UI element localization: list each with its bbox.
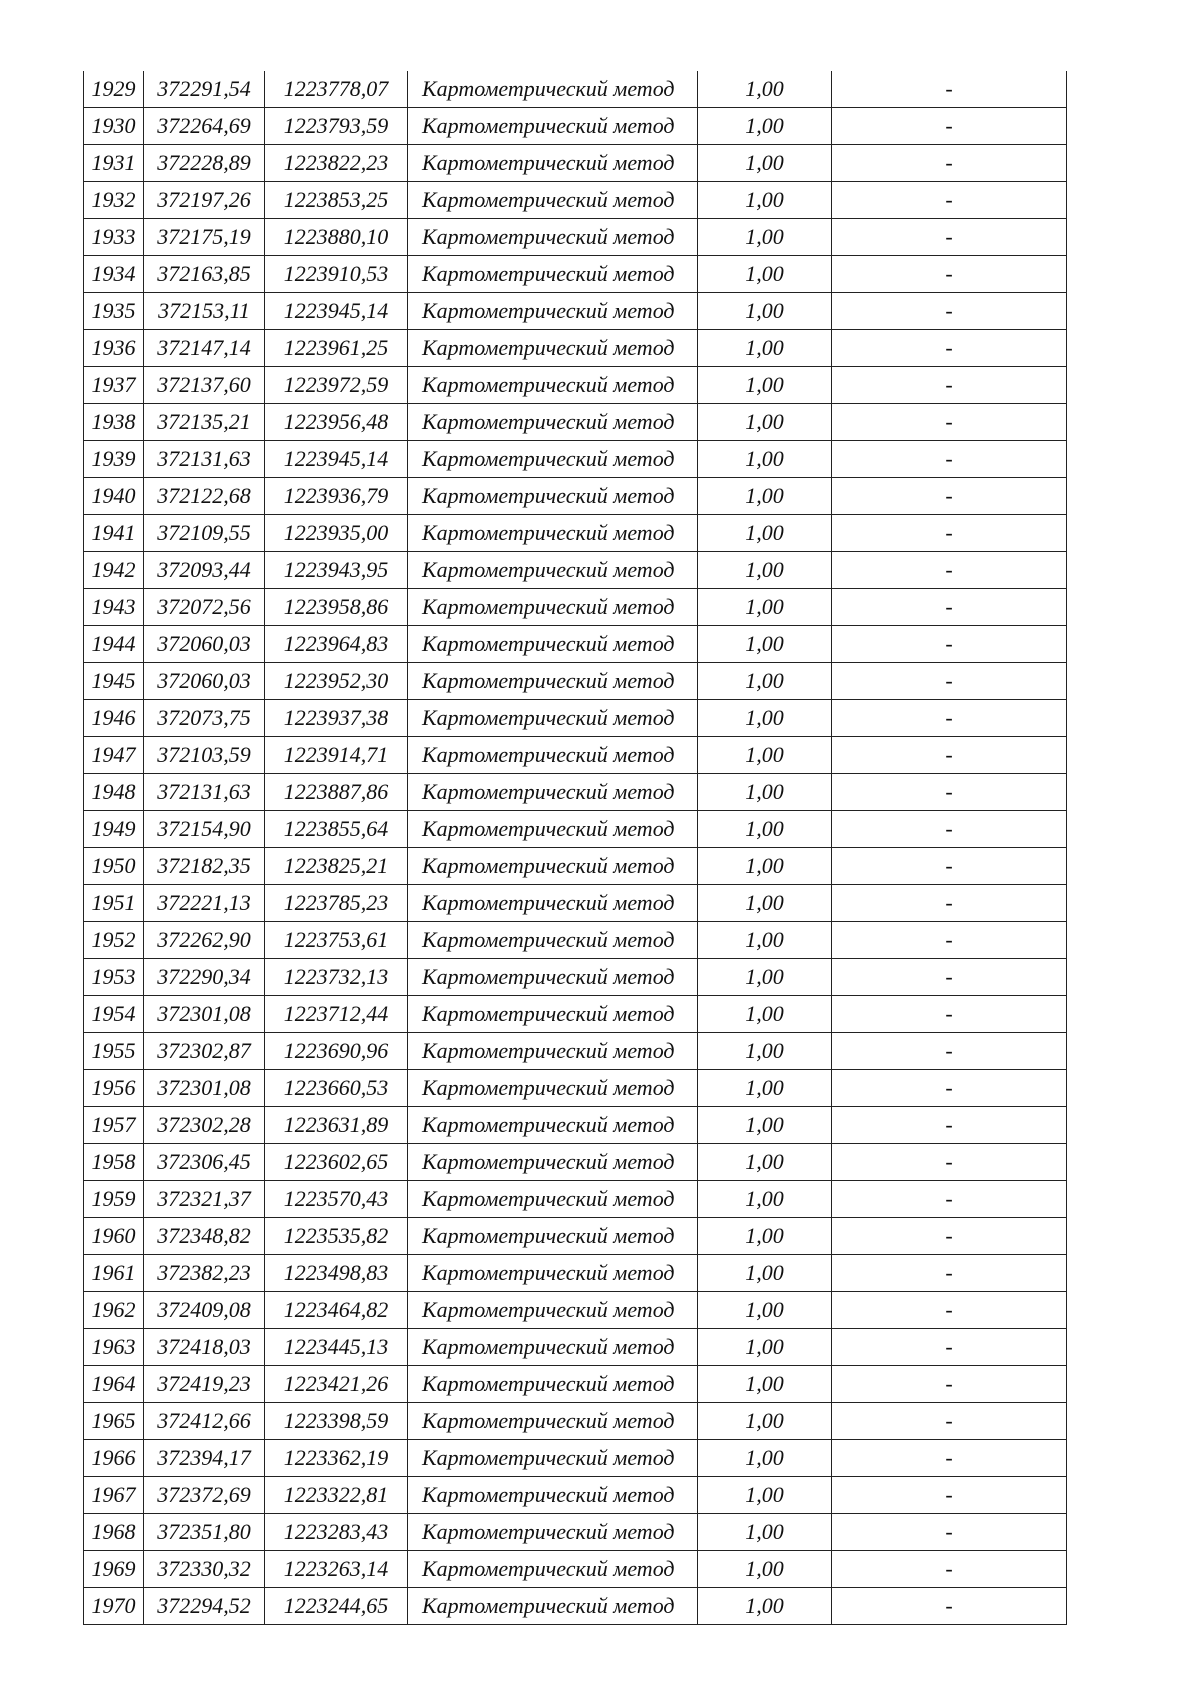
- x-coordinate-cell: 372301,08: [144, 1070, 265, 1107]
- y-coordinate-cell: 1223498,83: [265, 1255, 408, 1292]
- accuracy-cell: 1,00: [698, 1144, 832, 1181]
- y-coordinate-cell: 1223945,14: [265, 441, 408, 478]
- table-row: [84, 293, 1067, 330]
- point-number-cell: 1961: [84, 1255, 144, 1292]
- accuracy-cell: 1,00: [698, 774, 832, 811]
- description-cell: -: [832, 700, 1067, 737]
- point-number-cell: 1939: [84, 441, 144, 478]
- table-row: [84, 922, 1067, 959]
- method-cell: Картометрический метод: [408, 182, 698, 219]
- point-number-cell: 1941: [84, 515, 144, 552]
- y-coordinate-cell: 1223956,48: [265, 404, 408, 441]
- point-number-cell: 1934: [84, 256, 144, 293]
- x-coordinate-cell: 372301,08: [144, 996, 265, 1033]
- x-coordinate-cell: 372306,45: [144, 1144, 265, 1181]
- y-coordinate-cell: 1223958,86: [265, 589, 408, 626]
- accuracy-cell: 1,00: [698, 700, 832, 737]
- point-number-cell: 1956: [84, 1070, 144, 1107]
- method-cell: Картометрический метод: [408, 737, 698, 774]
- description-cell: -: [832, 256, 1067, 293]
- method-cell: Картометрический метод: [408, 1181, 698, 1218]
- x-coordinate-cell: 372060,03: [144, 626, 265, 663]
- x-coordinate-cell: 372147,14: [144, 330, 265, 367]
- description-cell: -: [832, 1329, 1067, 1366]
- description-cell: -: [832, 1440, 1067, 1477]
- point-number-cell: 1935: [84, 293, 144, 330]
- accuracy-cell: 1,00: [698, 848, 832, 885]
- y-coordinate-cell: 1223936,79: [265, 478, 408, 515]
- method-cell: Картометрический метод: [408, 1514, 698, 1551]
- point-number-cell: 1965: [84, 1403, 144, 1440]
- y-coordinate-cell: 1223732,13: [265, 959, 408, 996]
- description-cell: -: [832, 1588, 1067, 1625]
- description-cell: -: [832, 1144, 1067, 1181]
- method-cell: Картометрический метод: [408, 478, 698, 515]
- y-coordinate-cell: 1223631,89: [265, 1107, 408, 1144]
- accuracy-cell: 1,00: [698, 959, 832, 996]
- y-coordinate-cell: 1223322,81: [265, 1477, 408, 1514]
- coordinates-table: [83, 71, 1067, 1625]
- x-coordinate-cell: 372073,75: [144, 700, 265, 737]
- description-cell: -: [832, 1070, 1067, 1107]
- method-cell: Картометрический метод: [408, 1070, 698, 1107]
- table-row: [84, 404, 1067, 441]
- accuracy-cell: 1,00: [698, 885, 832, 922]
- y-coordinate-cell: 1223464,82: [265, 1292, 408, 1329]
- x-coordinate-cell: 372154,90: [144, 811, 265, 848]
- y-coordinate-cell: 1223778,07: [265, 71, 408, 108]
- description-cell: -: [832, 1181, 1067, 1218]
- x-coordinate-cell: 372060,03: [144, 663, 265, 700]
- description-cell: -: [832, 293, 1067, 330]
- description-cell: -: [832, 182, 1067, 219]
- description-cell: -: [832, 404, 1067, 441]
- accuracy-cell: 1,00: [698, 626, 832, 663]
- table-row: [84, 663, 1067, 700]
- x-coordinate-cell: 372153,11: [144, 293, 265, 330]
- table-row: [84, 219, 1067, 256]
- point-number-cell: 1942: [84, 552, 144, 589]
- description-cell: -: [832, 885, 1067, 922]
- description-cell: -: [832, 1366, 1067, 1403]
- y-coordinate-cell: 1223785,23: [265, 885, 408, 922]
- y-coordinate-cell: 1223753,61: [265, 922, 408, 959]
- table-row: [84, 626, 1067, 663]
- table-row: [84, 1329, 1067, 1366]
- x-coordinate-cell: 372182,35: [144, 848, 265, 885]
- x-coordinate-cell: 372351,80: [144, 1514, 265, 1551]
- table-row: [84, 441, 1067, 478]
- y-coordinate-cell: 1223283,43: [265, 1514, 408, 1551]
- table-row: [84, 737, 1067, 774]
- accuracy-cell: 1,00: [698, 478, 832, 515]
- point-number-cell: 1948: [84, 774, 144, 811]
- x-coordinate-cell: 372294,52: [144, 1588, 265, 1625]
- description-cell: -: [832, 1403, 1067, 1440]
- point-number-cell: 1940: [84, 478, 144, 515]
- accuracy-cell: 1,00: [698, 811, 832, 848]
- accuracy-cell: 1,00: [698, 71, 832, 108]
- method-cell: Картометрический метод: [408, 996, 698, 1033]
- y-coordinate-cell: 1223362,19: [265, 1440, 408, 1477]
- point-number-cell: 1943: [84, 589, 144, 626]
- method-cell: Картометрический метод: [408, 626, 698, 663]
- coordinates-table-body: [84, 71, 1067, 1625]
- x-coordinate-cell: 372302,28: [144, 1107, 265, 1144]
- accuracy-cell: 1,00: [698, 367, 832, 404]
- x-coordinate-cell: 372290,34: [144, 959, 265, 996]
- point-number-cell: 1933: [84, 219, 144, 256]
- method-cell: Картометрический метод: [408, 848, 698, 885]
- point-number-cell: 1957: [84, 1107, 144, 1144]
- table-row: [84, 1292, 1067, 1329]
- description-cell: -: [832, 626, 1067, 663]
- x-coordinate-cell: 372103,59: [144, 737, 265, 774]
- table-row: [84, 108, 1067, 145]
- accuracy-cell: 1,00: [698, 1070, 832, 1107]
- table-row: [84, 71, 1067, 108]
- x-coordinate-cell: 372330,32: [144, 1551, 265, 1588]
- method-cell: Картометрический метод: [408, 885, 698, 922]
- table-row: [84, 1551, 1067, 1588]
- description-cell: -: [832, 1551, 1067, 1588]
- table-row: [84, 774, 1067, 811]
- method-cell: Картометрический метод: [408, 1440, 698, 1477]
- table-row: [84, 1033, 1067, 1070]
- y-coordinate-cell: 1223660,53: [265, 1070, 408, 1107]
- y-coordinate-cell: 1223602,65: [265, 1144, 408, 1181]
- accuracy-cell: 1,00: [698, 552, 832, 589]
- description-cell: -: [832, 996, 1067, 1033]
- description-cell: -: [832, 1514, 1067, 1551]
- method-cell: Картометрический метод: [408, 441, 698, 478]
- x-coordinate-cell: 372419,23: [144, 1366, 265, 1403]
- y-coordinate-cell: 1223937,38: [265, 700, 408, 737]
- accuracy-cell: 1,00: [698, 1107, 832, 1144]
- accuracy-cell: 1,00: [698, 293, 832, 330]
- x-coordinate-cell: 372093,44: [144, 552, 265, 589]
- table-row: [84, 367, 1067, 404]
- point-number-cell: 1950: [84, 848, 144, 885]
- table-row: [84, 1181, 1067, 1218]
- method-cell: Картометрический метод: [408, 811, 698, 848]
- accuracy-cell: 1,00: [698, 441, 832, 478]
- accuracy-cell: 1,00: [698, 1588, 832, 1625]
- method-cell: Картометрический метод: [408, 1588, 698, 1625]
- table-row: [84, 1588, 1067, 1625]
- x-coordinate-cell: 372122,68: [144, 478, 265, 515]
- y-coordinate-cell: 1223943,95: [265, 552, 408, 589]
- point-number-cell: 1938: [84, 404, 144, 441]
- description-cell: -: [832, 922, 1067, 959]
- method-cell: Картометрический метод: [408, 219, 698, 256]
- point-number-cell: 1959: [84, 1181, 144, 1218]
- x-coordinate-cell: 372394,17: [144, 1440, 265, 1477]
- y-coordinate-cell: 1223952,30: [265, 663, 408, 700]
- method-cell: Картометрический метод: [408, 700, 698, 737]
- point-number-cell: 1946: [84, 700, 144, 737]
- accuracy-cell: 1,00: [698, 256, 832, 293]
- x-coordinate-cell: 372372,69: [144, 1477, 265, 1514]
- table-row: [84, 1514, 1067, 1551]
- table-row: [84, 811, 1067, 848]
- point-number-cell: 1949: [84, 811, 144, 848]
- x-coordinate-cell: 372321,37: [144, 1181, 265, 1218]
- x-coordinate-cell: 372221,13: [144, 885, 265, 922]
- y-coordinate-cell: 1223398,59: [265, 1403, 408, 1440]
- accuracy-cell: 1,00: [698, 515, 832, 552]
- x-coordinate-cell: 372131,63: [144, 774, 265, 811]
- x-coordinate-cell: 372262,90: [144, 922, 265, 959]
- method-cell: Картометрический метод: [408, 1033, 698, 1070]
- y-coordinate-cell: 1223887,86: [265, 774, 408, 811]
- y-coordinate-cell: 1223945,14: [265, 293, 408, 330]
- table-row: [84, 552, 1067, 589]
- x-coordinate-cell: 372418,03: [144, 1329, 265, 1366]
- x-coordinate-cell: 372228,89: [144, 145, 265, 182]
- x-coordinate-cell: 372137,60: [144, 367, 265, 404]
- y-coordinate-cell: 1223421,26: [265, 1366, 408, 1403]
- table-row: [84, 1440, 1067, 1477]
- table-row: [84, 848, 1067, 885]
- point-number-cell: 1930: [84, 108, 144, 145]
- accuracy-cell: 1,00: [698, 1366, 832, 1403]
- table-row: [84, 145, 1067, 182]
- accuracy-cell: 1,00: [698, 1218, 832, 1255]
- table-row: [84, 996, 1067, 1033]
- description-cell: -: [832, 145, 1067, 182]
- method-cell: Картометрический метод: [408, 256, 698, 293]
- method-cell: Картометрический метод: [408, 774, 698, 811]
- y-coordinate-cell: 1223972,59: [265, 367, 408, 404]
- x-coordinate-cell: 372348,82: [144, 1218, 265, 1255]
- accuracy-cell: 1,00: [698, 737, 832, 774]
- table-row: [84, 959, 1067, 996]
- method-cell: Картометрический метод: [408, 330, 698, 367]
- x-coordinate-cell: 372135,21: [144, 404, 265, 441]
- description-cell: -: [832, 737, 1067, 774]
- method-cell: Картометрический метод: [408, 1107, 698, 1144]
- point-number-cell: 1960: [84, 1218, 144, 1255]
- x-coordinate-cell: 372131,63: [144, 441, 265, 478]
- x-coordinate-cell: 372302,87: [144, 1033, 265, 1070]
- accuracy-cell: 1,00: [698, 589, 832, 626]
- point-number-cell: 1951: [84, 885, 144, 922]
- accuracy-cell: 1,00: [698, 1440, 832, 1477]
- accuracy-cell: 1,00: [698, 1255, 832, 1292]
- method-cell: Картометрический метод: [408, 145, 698, 182]
- y-coordinate-cell: 1223822,23: [265, 145, 408, 182]
- accuracy-cell: 1,00: [698, 1551, 832, 1588]
- point-number-cell: 1964: [84, 1366, 144, 1403]
- accuracy-cell: 1,00: [698, 1033, 832, 1070]
- point-number-cell: 1958: [84, 1144, 144, 1181]
- y-coordinate-cell: 1223445,13: [265, 1329, 408, 1366]
- table-row: [84, 1255, 1067, 1292]
- description-cell: -: [832, 811, 1067, 848]
- accuracy-cell: 1,00: [698, 182, 832, 219]
- y-coordinate-cell: 1223825,21: [265, 848, 408, 885]
- method-cell: Картометрический метод: [408, 1551, 698, 1588]
- y-coordinate-cell: 1223793,59: [265, 108, 408, 145]
- method-cell: Картометрический метод: [408, 552, 698, 589]
- y-coordinate-cell: 1223244,65: [265, 1588, 408, 1625]
- y-coordinate-cell: 1223964,83: [265, 626, 408, 663]
- table-row: [84, 1218, 1067, 1255]
- method-cell: Картометрический метод: [408, 1366, 698, 1403]
- x-coordinate-cell: 372412,66: [144, 1403, 265, 1440]
- description-cell: -: [832, 367, 1067, 404]
- table-row: [84, 589, 1067, 626]
- method-cell: Картометрический метод: [408, 1329, 698, 1366]
- method-cell: Картометрический метод: [408, 922, 698, 959]
- table-row: [84, 885, 1067, 922]
- accuracy-cell: 1,00: [698, 1181, 832, 1218]
- table-row: [84, 700, 1067, 737]
- description-cell: -: [832, 478, 1067, 515]
- description-cell: -: [832, 1292, 1067, 1329]
- y-coordinate-cell: 1223690,96: [265, 1033, 408, 1070]
- description-cell: -: [832, 441, 1067, 478]
- description-cell: -: [832, 219, 1067, 256]
- y-coordinate-cell: 1223914,71: [265, 737, 408, 774]
- description-cell: -: [832, 589, 1067, 626]
- point-number-cell: 1936: [84, 330, 144, 367]
- point-number-cell: 1966: [84, 1440, 144, 1477]
- description-cell: -: [832, 774, 1067, 811]
- description-cell: -: [832, 959, 1067, 996]
- table-row: [84, 1477, 1067, 1514]
- table-row: [84, 1107, 1067, 1144]
- description-cell: -: [832, 515, 1067, 552]
- point-number-cell: 1953: [84, 959, 144, 996]
- x-coordinate-cell: 372175,19: [144, 219, 265, 256]
- method-cell: Картометрический метод: [408, 108, 698, 145]
- accuracy-cell: 1,00: [698, 1329, 832, 1366]
- description-cell: -: [832, 330, 1067, 367]
- description-cell: -: [832, 848, 1067, 885]
- point-number-cell: 1967: [84, 1477, 144, 1514]
- method-cell: Картометрический метод: [408, 293, 698, 330]
- point-number-cell: 1947: [84, 737, 144, 774]
- y-coordinate-cell: 1223263,14: [265, 1551, 408, 1588]
- table-row: [84, 1403, 1067, 1440]
- y-coordinate-cell: 1223910,53: [265, 256, 408, 293]
- description-cell: -: [832, 1477, 1067, 1514]
- method-cell: Картометрический метод: [408, 1255, 698, 1292]
- x-coordinate-cell: 372382,23: [144, 1255, 265, 1292]
- description-cell: -: [832, 1218, 1067, 1255]
- x-coordinate-cell: 372409,08: [144, 1292, 265, 1329]
- point-number-cell: 1937: [84, 367, 144, 404]
- point-number-cell: 1945: [84, 663, 144, 700]
- x-coordinate-cell: 372109,55: [144, 515, 265, 552]
- x-coordinate-cell: 372072,56: [144, 589, 265, 626]
- method-cell: Картометрический метод: [408, 71, 698, 108]
- method-cell: Картометрический метод: [408, 515, 698, 552]
- point-number-cell: 1952: [84, 922, 144, 959]
- description-cell: -: [832, 71, 1067, 108]
- table-row: [84, 1144, 1067, 1181]
- accuracy-cell: 1,00: [698, 1477, 832, 1514]
- accuracy-cell: 1,00: [698, 219, 832, 256]
- description-cell: -: [832, 663, 1067, 700]
- method-cell: Картометрический метод: [408, 959, 698, 996]
- point-number-cell: 1932: [84, 182, 144, 219]
- table-row: [84, 1366, 1067, 1403]
- method-cell: Картометрический метод: [408, 589, 698, 626]
- table-row: [84, 182, 1067, 219]
- point-number-cell: 1970: [84, 1588, 144, 1625]
- method-cell: Картометрический метод: [408, 1477, 698, 1514]
- y-coordinate-cell: 1223855,64: [265, 811, 408, 848]
- accuracy-cell: 1,00: [698, 1292, 832, 1329]
- y-coordinate-cell: 1223880,10: [265, 219, 408, 256]
- accuracy-cell: 1,00: [698, 663, 832, 700]
- x-coordinate-cell: 372264,69: [144, 108, 265, 145]
- accuracy-cell: 1,00: [698, 1403, 832, 1440]
- description-cell: -: [832, 1255, 1067, 1292]
- point-number-cell: 1969: [84, 1551, 144, 1588]
- point-number-cell: 1955: [84, 1033, 144, 1070]
- method-cell: Картометрический метод: [408, 1403, 698, 1440]
- method-cell: Картометрический метод: [408, 663, 698, 700]
- accuracy-cell: 1,00: [698, 922, 832, 959]
- accuracy-cell: 1,00: [698, 145, 832, 182]
- point-number-cell: 1931: [84, 145, 144, 182]
- description-cell: -: [832, 1107, 1067, 1144]
- table-row: [84, 1070, 1067, 1107]
- y-coordinate-cell: 1223535,82: [265, 1218, 408, 1255]
- accuracy-cell: 1,00: [698, 996, 832, 1033]
- accuracy-cell: 1,00: [698, 404, 832, 441]
- description-cell: -: [832, 108, 1067, 145]
- method-cell: Картометрический метод: [408, 404, 698, 441]
- y-coordinate-cell: 1223853,25: [265, 182, 408, 219]
- x-coordinate-cell: 372163,85: [144, 256, 265, 293]
- point-number-cell: 1963: [84, 1329, 144, 1366]
- description-cell: -: [832, 1033, 1067, 1070]
- method-cell: Картометрический метод: [408, 367, 698, 404]
- accuracy-cell: 1,00: [698, 108, 832, 145]
- accuracy-cell: 1,00: [698, 330, 832, 367]
- table-row: [84, 330, 1067, 367]
- table-row: [84, 515, 1067, 552]
- point-number-cell: 1968: [84, 1514, 144, 1551]
- y-coordinate-cell: 1223570,43: [265, 1181, 408, 1218]
- y-coordinate-cell: 1223935,00: [265, 515, 408, 552]
- method-cell: Картометрический метод: [408, 1292, 698, 1329]
- point-number-cell: 1962: [84, 1292, 144, 1329]
- method-cell: Картометрический метод: [408, 1144, 698, 1181]
- point-number-cell: 1954: [84, 996, 144, 1033]
- table-row: [84, 478, 1067, 515]
- point-number-cell: 1944: [84, 626, 144, 663]
- x-coordinate-cell: 372291,54: [144, 71, 265, 108]
- table-row: [84, 256, 1067, 293]
- x-coordinate-cell: 372197,26: [144, 182, 265, 219]
- y-coordinate-cell: 1223712,44: [265, 996, 408, 1033]
- accuracy-cell: 1,00: [698, 1514, 832, 1551]
- description-cell: -: [832, 552, 1067, 589]
- point-number-cell: 1929: [84, 71, 144, 108]
- method-cell: Картометрический метод: [408, 1218, 698, 1255]
- y-coordinate-cell: 1223961,25: [265, 330, 408, 367]
